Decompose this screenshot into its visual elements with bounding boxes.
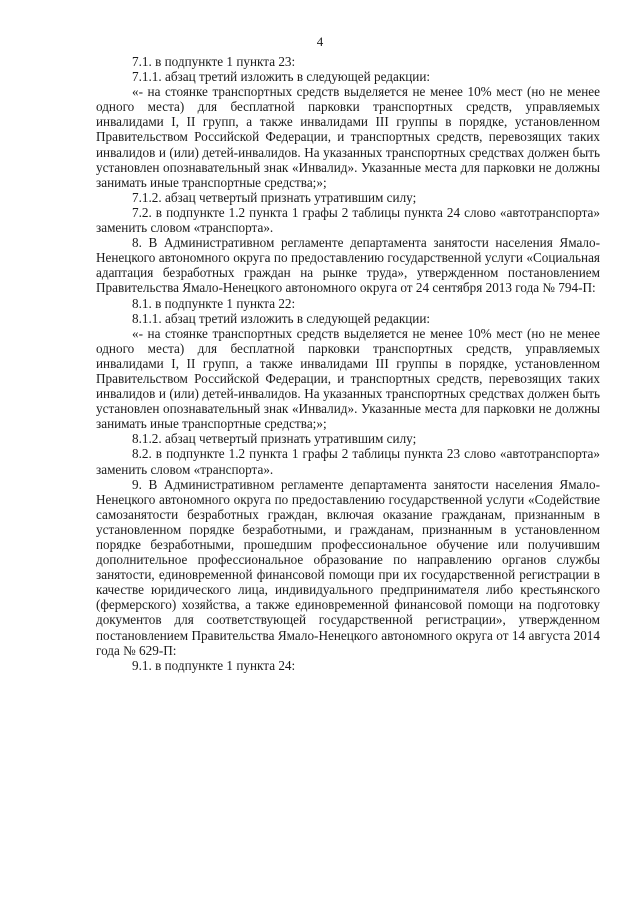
paragraph-8-1: 8.1. в подпункте 1 пункта 22:	[132, 295, 296, 311]
paragraph-9-1: 9.1. в подпункте 1 пункта 24:	[132, 657, 296, 673]
paragraph-7-1-2: 7.1.2. абзац четвертый признать утратившим силу;	[132, 189, 417, 205]
paragraph-8: 8. В Административном регламенте департамента занятости населения Ямало-Ненецкого автономного округа по предоставлению государственной услуги «Социальная адаптация безработных граждан на рынке труда», утвержденном постановлением Правительства Ямало-Ненецкого автономного округа от 24 сентября 2013 года № 794-П:	[96, 235, 600, 296]
paragraph-7-1-1: 7.1.1. абзац третий изложить в следующей редакции:	[132, 69, 431, 85]
paragraph-8-2: 8.2. в подпункте 1.2 пункта 1 графы 2 таблицы пункта 23 слово «автотранспорта» заменить словом «транспорта».	[96, 446, 600, 477]
paragraph-8-1-2: 8.1.2. абзац четвертый признать утратившим силу;	[132, 431, 417, 447]
paragraph-7-1: 7.1. в подпункте 1 пункта 23:	[132, 54, 296, 69]
paragraph-7-2: 7.2. в подпункте 1.2 пункта 1 графы 2 таблицы пункта 24 слово «автотранспорта» заменить словом «транспорта».	[96, 204, 600, 236]
paragraph-8-1-1-quote: «- на стоянке транспортных средств выделяется не менее 10% мест (но не менее одного места) для бесплатной парковки транспортных средств, управляемых инвалидами I, II групп, а также инвалидами III группы в порядке, установленном Правительством Российской Федерации, и транспортных средств, перевозящих таких инвалидов и (или) детей-инвалидов. На указанных транспортных средствах должен быть установлен опознавательный знак «Инвалид». Указанные места для парковки не должны занимать иные транспортные средства;»;	[96, 325, 600, 432]
document-body	[96, 54, 600, 673]
paragraph-9: 9. В Административном регламенте департамента занятости населения Ямало-Ненецкого автономного округа по предоставлению государственной услуги «Содействие самозанятости безработных граждан, включая оказание гражданам, признанным в установленном порядке безработными, и гражданам, признанным в установленном порядке безработными, прошедшим профессиональное обучение или получившим дополнительное профессиональное образование по направлению органов службы занятости, единовременной финансовой помощи при их государственной регистрации в качестве юридического лица, индивидуального предпринимателя либо крестьянского (фермерского) хозяйства, а также единовременной финансовой помощи на подготовку документов для соответствующей государственной регистрации», утвержденном постановлением Правительства Ямало-Ненецкого автономного округа от 14 августа 2014 года № 629-П:	[96, 476, 600, 658]
paragraph-8-1-1: 8.1.1. абзац третий изложить в следующей редакции:	[132, 310, 431, 326]
page-number: 4	[316, 34, 324, 49]
paragraph-7-1-1-quote: «- на стоянке транспортных средств выделяется не менее 10% мест (но не менее одного места) для бесплатной парковки транспортных средств, управляемых инвалидами I, II групп, а также инвалидами III группы в порядке, установленном Правительством Российской Федерации, и транспортных средств, перевозящих таких инвалидов и (или) детей-инвалидов. На указанных транспортных средствах должен быть установлен опознавательный знак «Инвалид». Указанные места для парковки не должны занимать иные транспортные средства;»;	[96, 84, 600, 190]
